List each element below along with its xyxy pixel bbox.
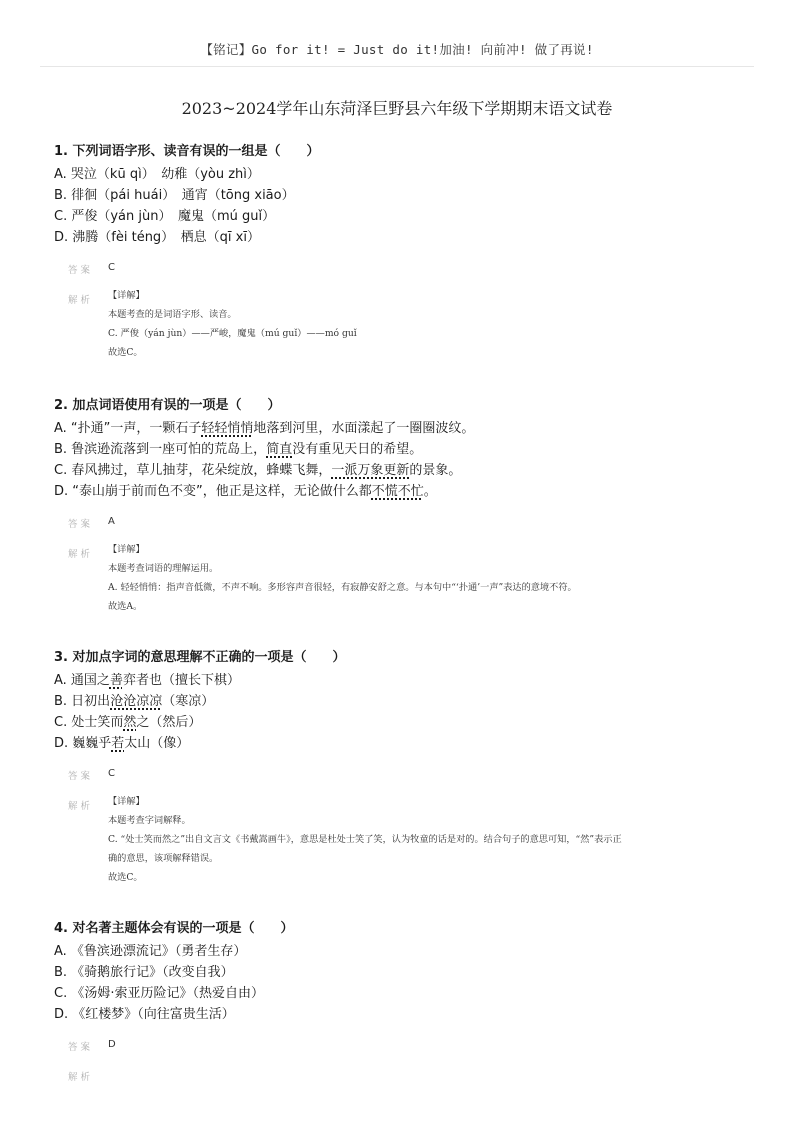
dotted-term: 然 bbox=[123, 715, 137, 730]
dotted-term: 若 bbox=[111, 736, 125, 751]
option-c: C. 《汤姆·索亚历险记》（热爱自由） bbox=[54, 986, 264, 1001]
answer-block bbox=[68, 516, 754, 616]
option-b: B. 徘徊（pái huái） 通宵（tōng xiāo） bbox=[54, 188, 295, 203]
header-divider bbox=[40, 66, 754, 67]
dotted-term: 沧沧凉凉 bbox=[110, 694, 163, 709]
dotted-term: 简直 bbox=[266, 442, 293, 457]
question-title: 4. 对名著主题体会有误的一项是（ ） bbox=[54, 921, 294, 936]
analysis-label: 解析 bbox=[68, 801, 94, 812]
option-c: C. 处士笑而然之（然后） bbox=[54, 715, 202, 730]
answer-value: C bbox=[108, 262, 115, 273]
answer-block bbox=[68, 262, 754, 362]
answer-label: 答案 bbox=[68, 1042, 94, 1053]
analysis-label: 解析 bbox=[68, 295, 94, 306]
answer-value: A bbox=[108, 516, 115, 527]
analysis-text: 【详解】 本题考查的是词语字形、读音。 C. 严俊（yán jùn）——严峻，魔鬼（mú guǐ）——mó guǐ 故选C。 bbox=[108, 290, 357, 358]
option-d: D. 《红楼梦》（向往富贵生活） bbox=[54, 1007, 235, 1022]
option-b: B. 鲁滨逊流落到一座可怕的荒岛上，简直没有重见天日的希望。 bbox=[54, 442, 423, 457]
answer-label: 答案 bbox=[68, 265, 94, 276]
dotted-term: 轻轻悄悄 bbox=[201, 421, 254, 436]
question-title: 1. 下列词语字形、读音有误的一组是（ ） bbox=[54, 144, 320, 159]
option-a: A. 哭泣（kū qì） 幼稚（yòu zhì） bbox=[54, 167, 260, 182]
analysis-text: 【详解】 本题考查字词解释。 C. “处士笑而然之”出自文言文《书戴嵩画牛》，意思是杜处士笑了笑，认为牧童的话是对的。结合句子的意思可知，“然”表示正 确的意思，该项解释错误。 故选C。 bbox=[108, 796, 622, 883]
option-d: D. 巍巍乎若太山（像） bbox=[54, 736, 190, 751]
option-c: C. 春风拂过，草儿抽芽，花朵绽放，蜂蝶飞舞，一派万象更新的景象。 bbox=[54, 463, 462, 478]
answer-label: 答案 bbox=[68, 771, 94, 782]
answer-block bbox=[68, 768, 754, 887]
answer-value: C bbox=[108, 768, 115, 779]
question-title: 3. 对加点字词的意思理解不正确的一项是（ ） bbox=[54, 650, 346, 665]
option-a: A. 《鲁滨逊漂流记》（勇者生存） bbox=[54, 944, 247, 959]
motto-header: 【铭记】Go for it! = Just do it!加油! 向前冲! 做了再说! bbox=[200, 42, 594, 57]
answer-block bbox=[68, 1039, 754, 1083]
option-a: A. 通国之善弈者也（擅长下棋） bbox=[54, 673, 240, 688]
option-b: B. 《骑鹅旅行记》（改变自我） bbox=[54, 965, 234, 980]
question-2 bbox=[54, 396, 754, 616]
question-title: 2. 加点词语使用有误的一项是（ ） bbox=[54, 398, 281, 413]
dotted-term: 一派万象更新 bbox=[331, 463, 410, 478]
option-d: D. “泰山崩于前而色不变”，他正是这样，无论做什么都不慌不忙。 bbox=[54, 484, 437, 499]
option-c: C. 严俊（yán jùn） 魔鬼（mú guǐ） bbox=[54, 209, 276, 224]
option-d: D. 沸腾（fèi téng） 栖息（qī xī） bbox=[54, 230, 260, 245]
exam-title: 2023~2024学年山东菏泽巨野县六年级下学期期末语文试卷 bbox=[181, 99, 613, 118]
dotted-term: 不慌不忙 bbox=[371, 484, 424, 499]
analysis-label: 解析 bbox=[68, 1072, 94, 1083]
option-b: B. 日初出沧沧凉凉（寒凉） bbox=[54, 694, 215, 709]
question-1 bbox=[54, 142, 754, 362]
option-a: A. “扑通”一声，一颗石子轻轻悄悄地落到河里，水面漾起了一圈圈波纹。 bbox=[54, 421, 475, 436]
answer-value: D bbox=[108, 1039, 116, 1050]
analysis-label: 解析 bbox=[68, 549, 94, 560]
answer-label: 答案 bbox=[68, 519, 94, 530]
question-3 bbox=[54, 648, 754, 887]
analysis-text: 【详解】 本题考查词语的理解运用。 A. 轻轻悄悄：指声音低微，不声不响。多形容声音很轻，有寂静安舒之意。与本句中“‘扑通’一声”表达的意境不符。 故选A。 bbox=[108, 544, 577, 612]
dotted-term: 善 bbox=[109, 673, 123, 688]
question-4 bbox=[54, 919, 754, 1083]
